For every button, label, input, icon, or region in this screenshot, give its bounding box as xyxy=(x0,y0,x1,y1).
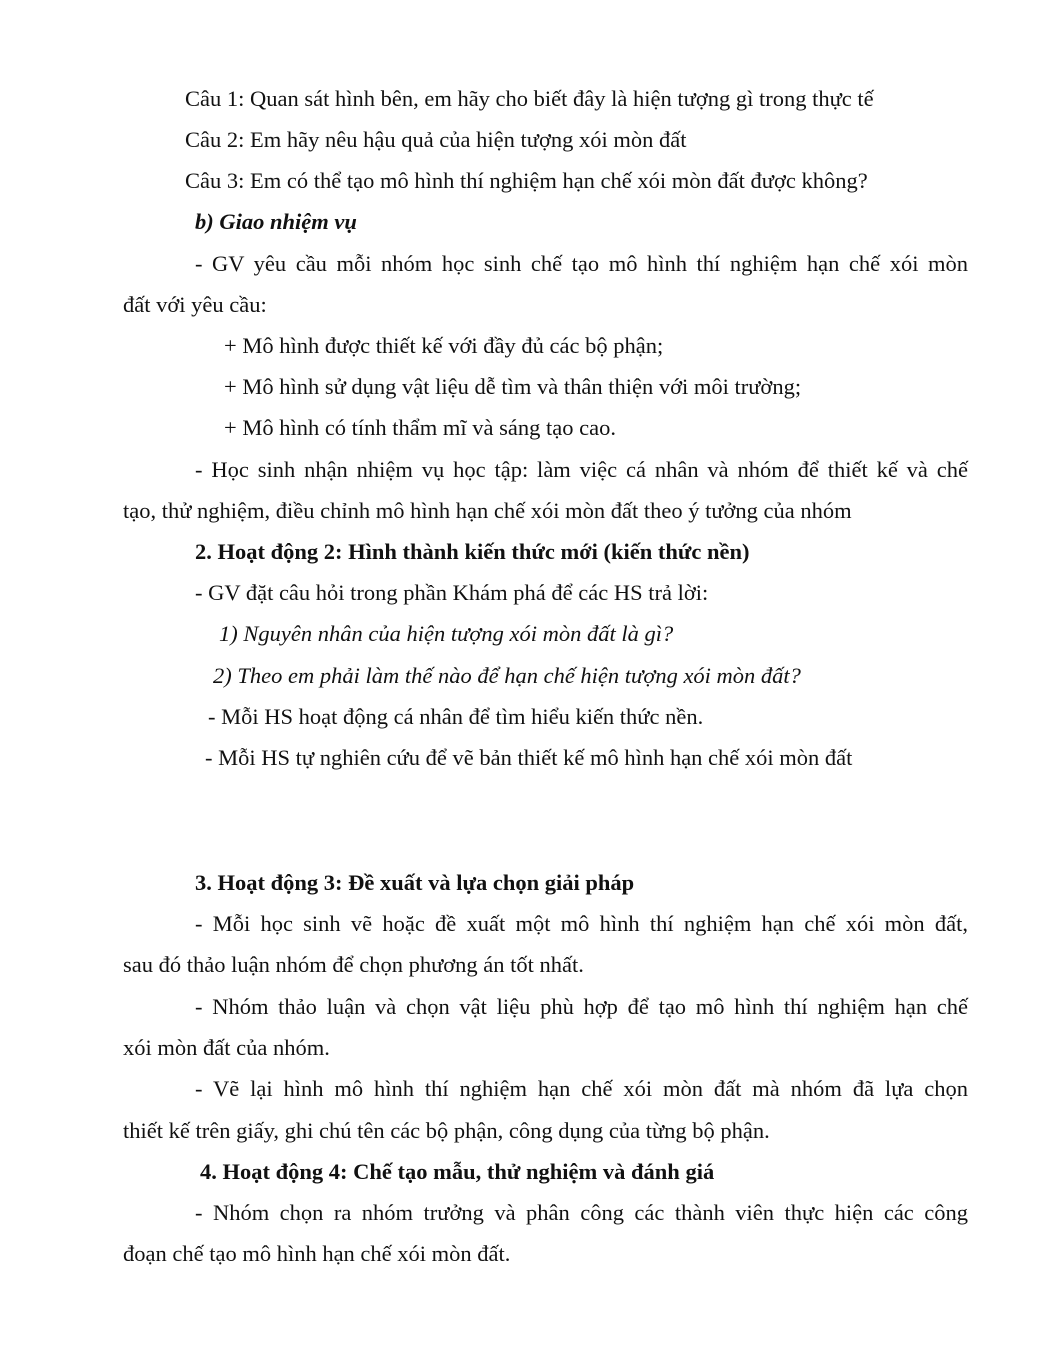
requirement-item: + Mô hình được thiết kế với đầy đủ các bộ phận; xyxy=(224,333,664,358)
activity-2-item-1: - Mỗi HS hoạt động cá nhân để tìm hiểu kiến thức nền. xyxy=(208,704,704,729)
section-b-heading: b) Giao nhiệm vụ xyxy=(195,209,357,234)
activity-3-p3-line-2: thiết kế trên giấy, ghi chú tên các bộ phận, công dụng của từng bộ phận. xyxy=(123,1118,770,1143)
activity-3-p2-line-1: - Nhóm thảo luận và chọn vật liệu phù hợp để tạo mô hình thí nghiệm hạn chế xyxy=(195,994,968,1019)
activity-3-p2-line-2: xói mòn đất của nhóm. xyxy=(123,1035,330,1060)
requirement-item: + Mô hình có tính thẩm mĩ và sáng tạo cao. xyxy=(224,415,616,440)
student-task-line-1: - Học sinh nhận nhiệm vụ học tập: làm việc cá nhân và nhóm để thiết kế và chế xyxy=(195,457,968,482)
activity-3-p1-line-1: - Mỗi học sinh vẽ hoặc đề xuất một mô hình thí nghiệm hạn chế xói mòn đất, xyxy=(195,911,968,936)
activity-3-p1-line-2: sau đó thảo luận nhóm để chọn phương án tốt nhất. xyxy=(123,952,584,977)
gv-request-line-1: - GV yêu cầu mỗi nhóm học sinh chế tạo mô hình thí nghiệm hạn chế xói mòn xyxy=(195,251,968,276)
question-3: Câu 3: Em có thể tạo mô hình thí nghiệm hạn chế xói mòn đất được không? xyxy=(185,168,868,193)
requirement-item: + Mô hình sử dụng vật liệu dễ tìm và thân thiện với môi trường; xyxy=(224,374,802,399)
activity-2-item-2: - Mỗi HS tự nghiên cứu để vẽ bản thiết kế mô hình hạn chế xói mòn đất xyxy=(205,745,853,770)
activity-2-question-2: 2) Theo em phải làm thế nào để hạn chế hiện tượng xói mòn đất? xyxy=(213,663,801,688)
question-1: Câu 1: Quan sát hình bên, em hãy cho biết đây là hiện tượng gì trong thực tế xyxy=(185,86,874,111)
activity-4-p1-line-1: - Nhóm chọn ra nhóm trưởng và phân công các thành viên thực hiện các công xyxy=(195,1200,968,1225)
activity-2-heading: 2. Hoạt động 2: Hình thành kiến thức mới (kiến thức nền) xyxy=(195,539,750,564)
activity-4-heading: 4. Hoạt động 4: Chế tạo mẫu, thử nghiệm và đánh giá xyxy=(200,1159,715,1184)
activity-2-question-1: 1) Nguyên nhân của hiện tượng xói mòn đất là gì? xyxy=(219,621,674,646)
activity-3-p3-line-1: - Vẽ lại hình mô hình thí nghiệm hạn chế xói mòn đất mà nhóm đã lựa chọn xyxy=(195,1076,968,1101)
activity-3-heading: 3. Hoạt động 3: Đề xuất và lựa chọn giải pháp xyxy=(195,870,635,895)
student-task-line-2: tạo, thử nghiệm, điều chỉnh mô hình hạn chế xói mòn đất theo ý tưởng của nhóm xyxy=(123,498,852,523)
gv-request-line-2: đất với yêu cầu: xyxy=(123,292,267,317)
activity-2-intro: - GV đặt câu hỏi trong phần Khám phá để các HS trả lời: xyxy=(195,580,709,605)
question-2: Câu 2: Em hãy nêu hậu quả của hiện tượng xói mòn đất xyxy=(185,127,687,152)
activity-4-p1-line-2: đoạn chế tạo mô hình hạn chế xói mòn đất. xyxy=(123,1241,511,1266)
